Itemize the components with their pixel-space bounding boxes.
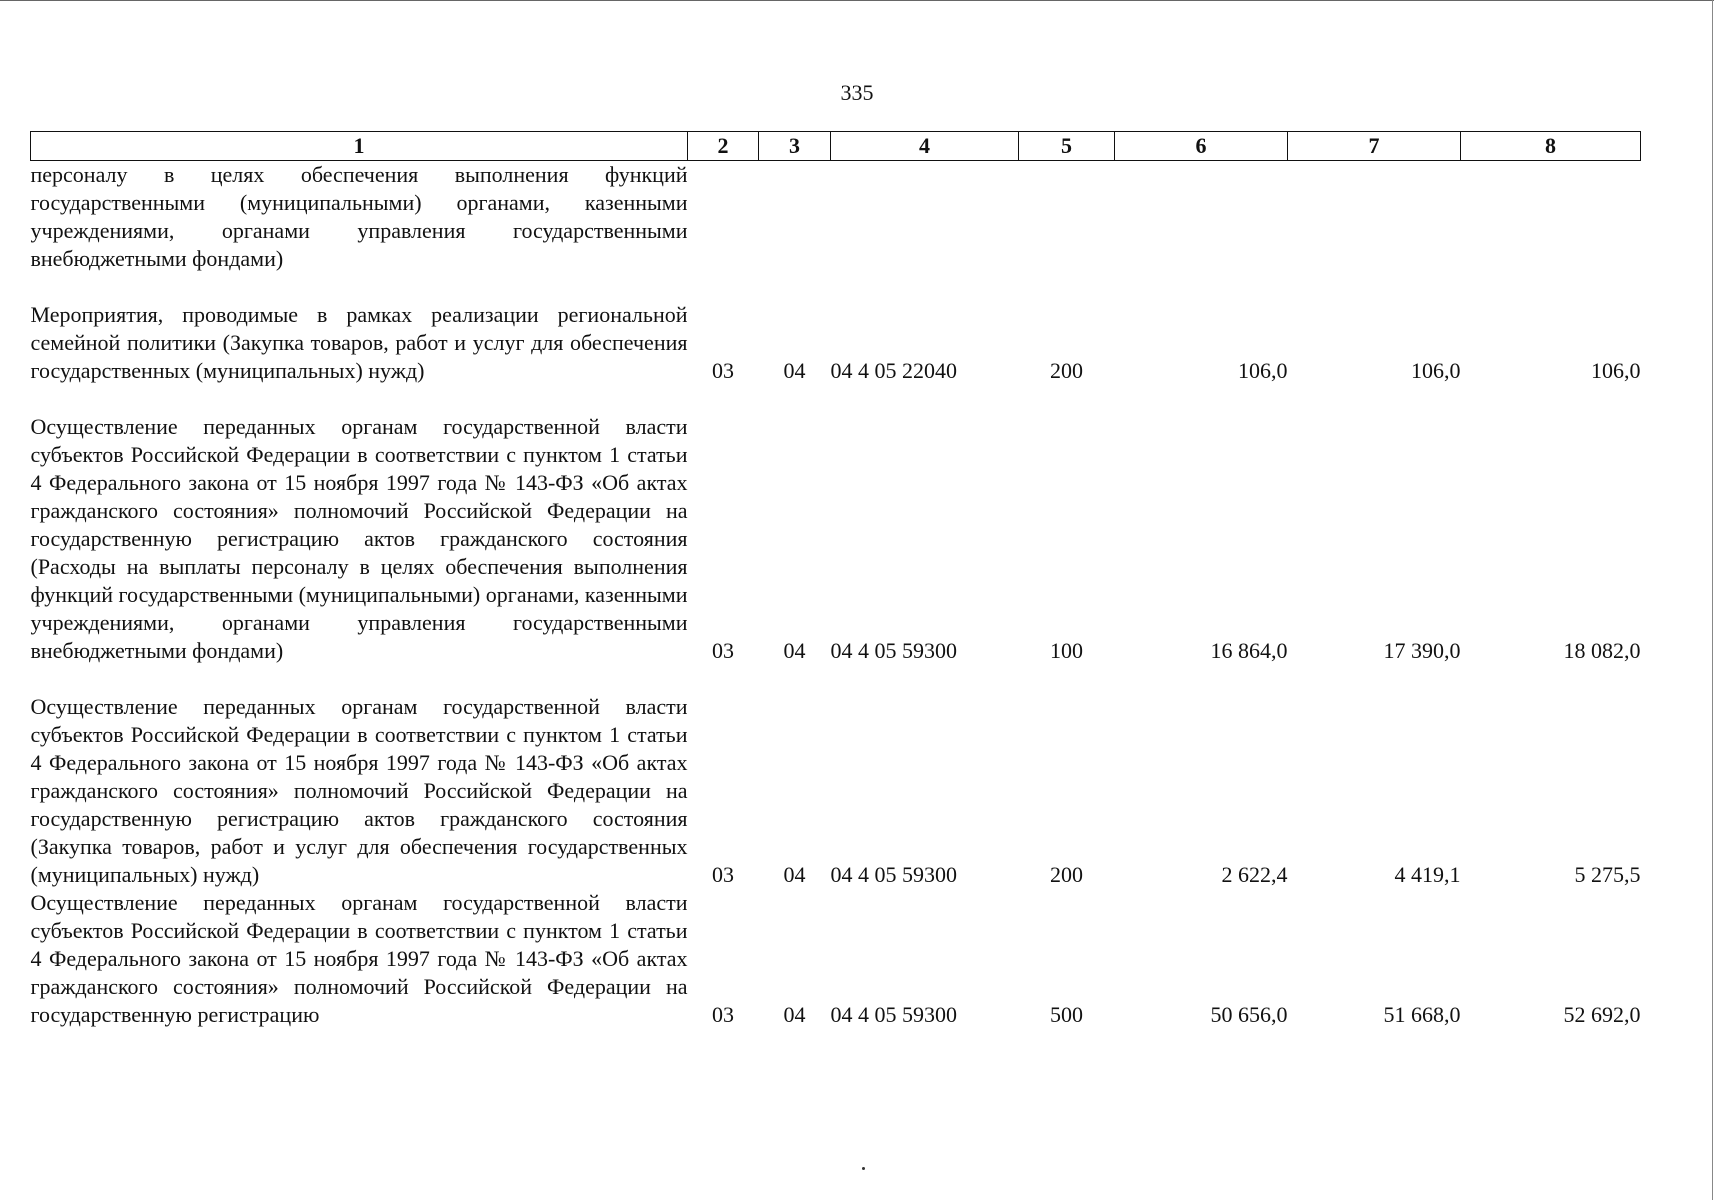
column-header-1: 1 [31,132,688,161]
row-description: Осуществление переданных органам государственной власти субъектов Российской Федерации в соответствии с пунктом 1 статьи 4 Федерального закона от 15 ноября 1997 года № 143-ФЗ «Об актах гражданского состояния» полномочий Российской Федерации на государственную регистрацию [30,890,688,1027]
row-description: Осуществление переданных органам государственной власти субъектов Российской Федерации в соответствии с пунктом 1 статьи 4 Федерального закона от 15 ноября 1997 года № 143-ФЗ «Об актах гражданского состояния» полномочий Российской Федерации на государственную регистрацию актов гражданского состояния (Расходы на выплаты персоналу в целях обеспечения выполнения функций государственными (муниципальными) органами, казенными учреждениями, органами управления государственными внебюджетными фондами) [30,414,688,663]
table-row [31,385,1641,665]
page-number-text: 335 [840,80,874,105]
table-row [31,161,1641,274]
table-row [31,889,1641,1029]
row-amount-col7: 106,0 [1411,358,1461,383]
row-section [688,161,759,274]
table-row [31,665,1641,889]
column-header-8: 8 [1461,132,1641,161]
row-amount-col6: 50 656,0 [1210,1002,1288,1027]
page-number [0,80,1714,106]
column-header-6: 6 [1115,132,1288,161]
scan-speck [862,1167,865,1170]
row-amount-col8: 52 692,0 [1563,1002,1641,1027]
row-amount-col8: 106,0 [1591,358,1641,383]
row-expense-type: 200 [1050,862,1083,887]
row-expense-type [1019,161,1115,274]
row-description: персоналу в целях обеспечения выполнения функций государственными (муниципальными) органами, казенными учреждениями, органами управления государственными внебюджетными фондами) [30,162,688,271]
row-subsection: 04 [783,358,806,383]
row-expense-type: 500 [1050,1002,1083,1027]
column-header-5: 5 [1019,132,1115,161]
row-amount-col6: 16 864,0 [1210,638,1288,663]
table-row [31,273,1641,385]
row-target-article: 04 4 05 22040 [830,358,957,383]
row-target-article: 04 4 05 59300 [830,638,957,663]
row-subsection: 04 [783,638,806,663]
row-amount-col7: 4 419,1 [1394,862,1461,887]
row-section: 03 [712,862,734,887]
row-target-article: 04 4 05 59300 [830,1002,957,1027]
row-target-article [831,161,1019,274]
row-subsection [759,161,831,274]
row-amount-col8: 5 275,5 [1574,862,1641,887]
column-header-3: 3 [759,132,831,161]
header-row [31,132,1641,161]
row-expense-type: 200 [1050,358,1083,383]
row-amount-col8 [1461,161,1641,274]
row-amount-col6: 106,0 [1238,358,1288,383]
row-amount-col6: 2 622,4 [1221,862,1288,887]
row-subsection: 04 [783,862,806,887]
column-header-2: 2 [688,132,759,161]
row-amount-col7 [1288,161,1461,274]
row-target-article: 04 4 05 59300 [830,862,957,887]
row-amount-col6 [1115,161,1288,274]
column-header-7: 7 [1288,132,1461,161]
row-subsection: 04 [783,1002,806,1027]
budget-table [30,131,1641,1029]
row-description: Мероприятия, проводимые в рамках реализации региональной семейной политики (Закупка товаров, работ и услуг для обеспечения государственных (муниципальных) нужд) [30,302,688,383]
row-expense-type: 100 [1050,638,1083,663]
page-edge-top [0,0,1714,1]
row-amount-col8: 18 082,0 [1563,638,1641,663]
row-amount-col7: 51 668,0 [1383,1002,1461,1027]
row-section: 03 [712,1002,734,1027]
page-edge-right [1712,0,1713,1200]
row-amount-col7: 17 390,0 [1383,638,1461,663]
row-section: 03 [712,358,734,383]
row-section: 03 [712,638,734,663]
row-description: Осуществление переданных органам государственной власти субъектов Российской Федерации в соответствии с пунктом 1 статьи 4 Федерального закона от 15 ноября 1997 года № 143-ФЗ «Об актах гражданского состояния» полномочий Российской Федерации на государственную регистрацию актов гражданского состояния (Закупка товаров, работ и услуг для обеспечения государственных (муниципальных) нужд) [30,694,688,887]
column-header-4: 4 [831,132,1019,161]
